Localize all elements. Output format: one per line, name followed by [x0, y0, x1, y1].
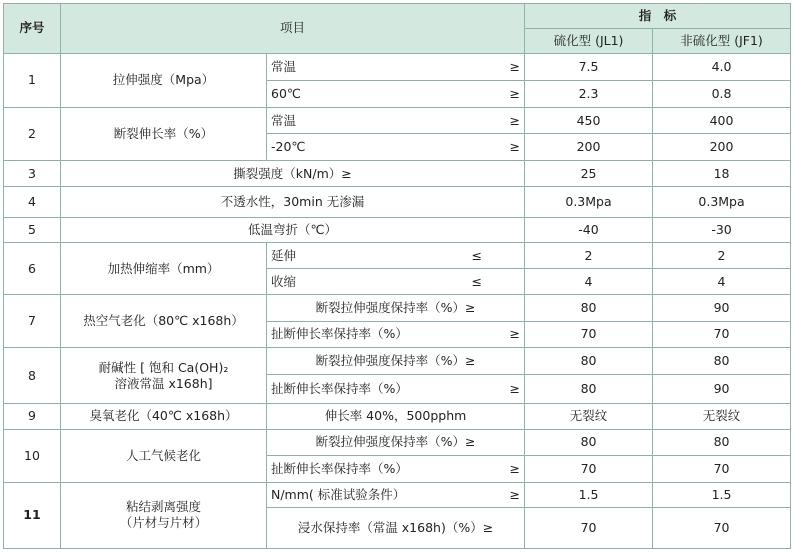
value-jf1: 90 [653, 374, 791, 404]
row-no: 4 [4, 187, 61, 218]
row-item: 拉伸强度（Mpa） [61, 53, 267, 107]
row-no: 3 [4, 160, 61, 186]
row-item: 臭氧老化（40℃ x168h） [61, 404, 267, 429]
table-row [4, 482, 791, 507]
row-condition: 延伸 [271, 247, 297, 263]
row-symbol: ≥ [509, 460, 521, 476]
table-row [4, 217, 791, 242]
row-condition: 常温 [271, 59, 297, 75]
row-item: 撕裂强度（kN/m）≥ [61, 160, 525, 186]
value-jf1: 18 [653, 160, 791, 186]
row-symbol: ≥ [509, 59, 521, 75]
row-condition: 常温 [271, 112, 297, 128]
row-condition: 收缩 [271, 273, 297, 289]
value-jf1: 70 [653, 508, 791, 549]
value-jl1: 2 [525, 243, 653, 268]
value-jl1: 80 [525, 295, 653, 321]
row-condition: 扯断伸长率保持率（%） [271, 326, 408, 342]
row-symbol: ≥ [509, 112, 521, 128]
table-row [4, 187, 791, 218]
row-condition: 断裂拉伸强度保持率（%）≥ [267, 295, 525, 321]
row-item: 加热伸缩率（mm） [61, 243, 267, 295]
row-condition: 扯断伸长率保持率（%） [271, 460, 408, 476]
row-item-line1: 粘结剥离强度 [125, 499, 201, 515]
row-no: 9 [4, 404, 61, 429]
row-condition: 浸水保持率（常温 x168h)（%）≥ [267, 508, 525, 549]
row-item: 人工气候老化 [61, 429, 267, 482]
row-item: 断裂伸长率（%） [61, 107, 267, 160]
value-jl1: 70 [525, 321, 653, 347]
row-condition: 60℃ [271, 86, 301, 102]
row-item-line1: 耐碱性 [ 饱和 Ca(OH)₂ [98, 359, 229, 375]
row-item: 低温弯折（℃） [61, 217, 525, 242]
value-jl1: 0.3Mpa [525, 187, 653, 218]
value-jf1: 80 [653, 348, 791, 374]
value-jf1: 70 [653, 456, 791, 482]
row-condition: 断裂拉伸强度保持率（%）≥ [267, 429, 525, 455]
row-symbol: ≥ [509, 86, 521, 102]
value-jl1: 2.3 [525, 81, 653, 107]
row-no: 2 [4, 107, 61, 160]
value-jf1: 1.5 [653, 482, 791, 507]
value-jf1: 0.8 [653, 81, 791, 107]
value-jl1: 80 [525, 429, 653, 455]
value-jf1: 4 [653, 268, 791, 294]
value-jf1: -30 [653, 217, 791, 242]
spec-table [3, 3, 791, 549]
row-symbol: ≥ [509, 139, 521, 155]
value-jl1: 70 [525, 508, 653, 549]
table-row [4, 107, 791, 133]
value-jf1: 2 [653, 243, 791, 268]
value-jf1: 0.3Mpa [653, 187, 791, 218]
row-no: 7 [4, 295, 61, 348]
header-col-jl1: 硫化型 (JL1) [525, 29, 653, 53]
table-row [4, 295, 791, 321]
value-jl1: -40 [525, 217, 653, 242]
value-jl1: 1.5 [525, 482, 653, 507]
row-symbol: ≤ [471, 273, 483, 289]
row-item-line2: 溶液常温 x168h] [114, 375, 213, 391]
value-jf1: 90 [653, 295, 791, 321]
value-jl1: 7.5 [525, 53, 653, 81]
row-condition: 扯断伸长率保持率（%） [271, 380, 408, 396]
table-row [4, 243, 791, 268]
value-jf1: 无裂纹 [653, 404, 791, 429]
table-row [4, 404, 791, 429]
header-item: 项目 [61, 4, 525, 54]
value-jl1: 无裂纹 [525, 404, 653, 429]
row-item [61, 482, 267, 548]
row-condition: 断裂拉伸强度保持率（%）≥ [267, 348, 525, 374]
row-no: 1 [4, 53, 61, 107]
table-row [4, 429, 791, 455]
row-condition: -20℃ [271, 139, 306, 155]
row-symbol: ≥ [509, 380, 521, 396]
value-jl1: 25 [525, 160, 653, 186]
row-symbol: ≤ [471, 247, 483, 263]
table-row [4, 160, 791, 186]
value-jl1: 80 [525, 374, 653, 404]
row-no: 5 [4, 217, 61, 242]
table-row [4, 53, 791, 81]
row-no: 8 [4, 348, 61, 404]
row-item: 热空气老化（80℃ x168h） [61, 295, 267, 348]
row-item: 不透水性，30min 无渗漏 [61, 187, 525, 218]
value-jf1: 400 [653, 107, 791, 133]
row-item-line2: （片材与片材） [119, 515, 208, 531]
table-row [4, 348, 791, 374]
row-item [61, 348, 267, 404]
row-no: 10 [4, 429, 61, 482]
value-jf1: 200 [653, 134, 791, 160]
row-symbol: ≥ [509, 486, 521, 502]
header-no: 序号 [4, 4, 61, 54]
value-jl1: 70 [525, 456, 653, 482]
value-jf1: 80 [653, 429, 791, 455]
value-jf1: 70 [653, 321, 791, 347]
value-jl1: 450 [525, 107, 653, 133]
header-index: 指 标 [525, 4, 791, 29]
value-jl1: 4 [525, 268, 653, 294]
row-no: 11 [4, 482, 61, 548]
value-jl1: 80 [525, 348, 653, 374]
row-condition: 伸长率 40%，500pphm [267, 404, 525, 429]
row-condition: N/mm( 标准试验条件） [271, 486, 406, 502]
row-symbol: ≥ [509, 326, 521, 342]
row-no: 6 [4, 243, 61, 295]
header-col-jf1: 非硫化型 (JF1) [653, 29, 791, 53]
value-jl1: 200 [525, 134, 653, 160]
value-jf1: 4.0 [653, 53, 791, 81]
